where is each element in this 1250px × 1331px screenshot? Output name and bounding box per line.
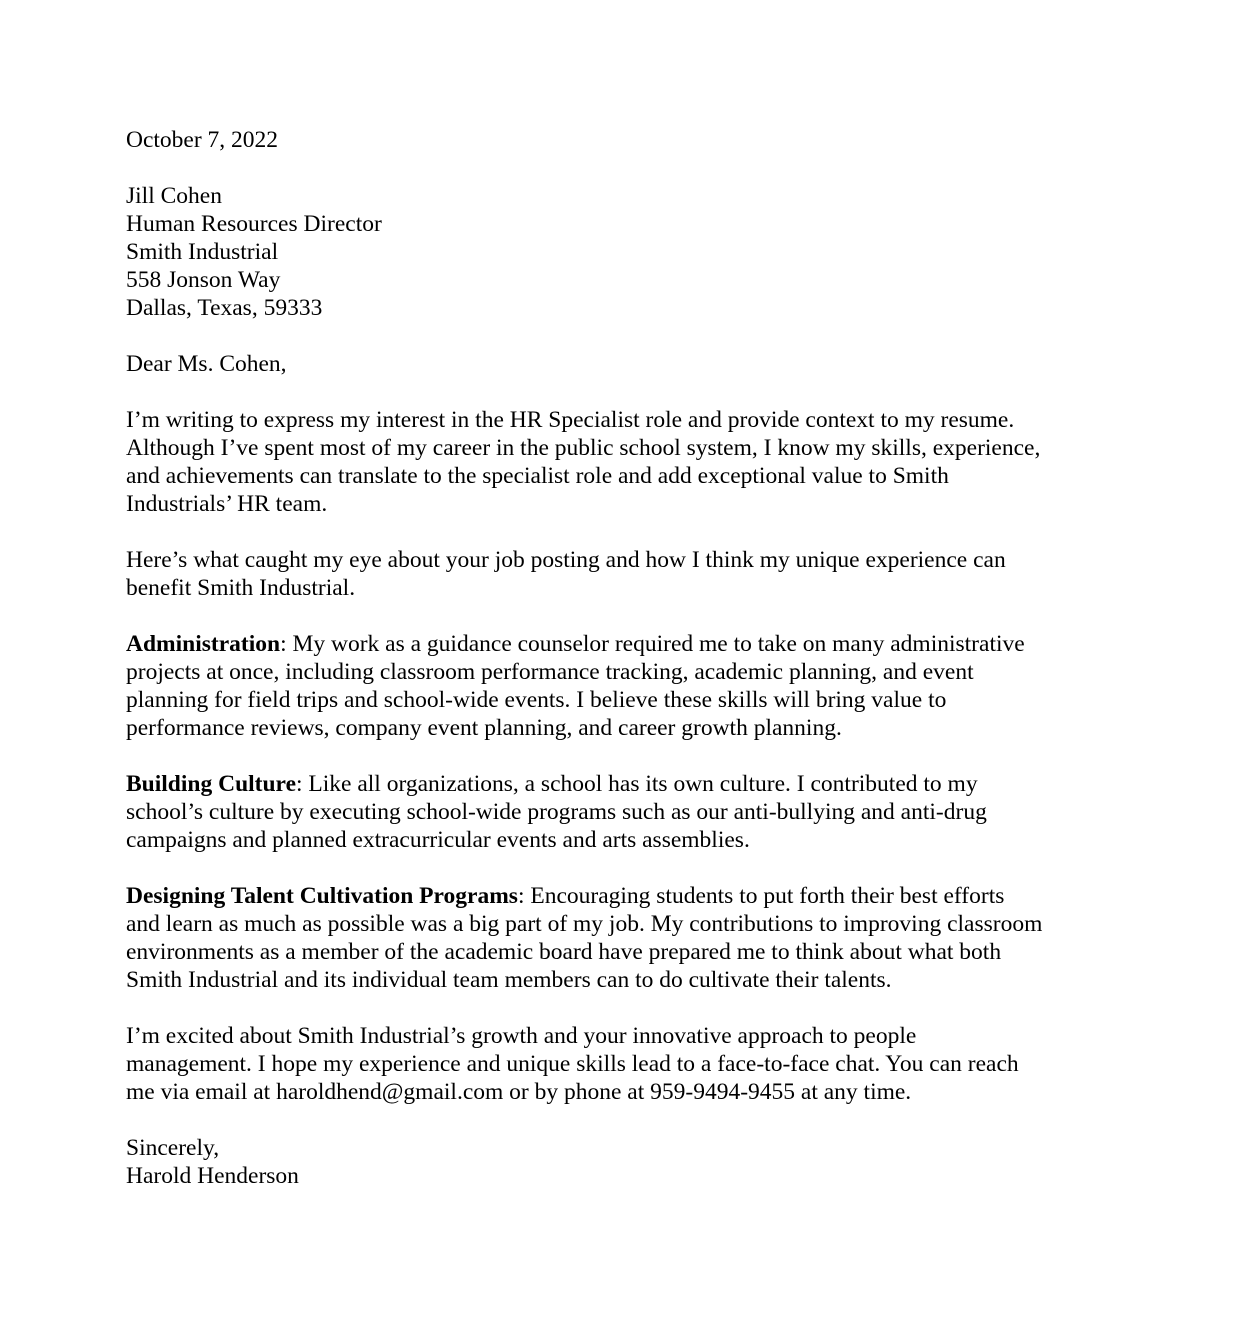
paragraph-line: planning for field trips and school-wide events. I believe these skills will bring value to: [126, 687, 947, 713]
section-heading: Administration: [126, 631, 281, 657]
paragraph-line: performance reviews, company event planning, and career growth planning.: [126, 715, 842, 741]
paragraph-line: projects at once, including classroom performance tracking, academic planning, and event: [126, 659, 974, 685]
paragraph-line: I’m writing to express my interest in the HR Specialist role and provide context to my resume.: [126, 407, 1015, 433]
section-administration: [126, 630, 1086, 742]
paragraph-line: Smith Industrial and its individual team members can to do cultivate their talents.: [126, 967, 892, 993]
paragraph-line: environments as a member of the academic board have prepared me to think about what both: [126, 939, 1002, 965]
closing-paragraph: [126, 1022, 1086, 1106]
paragraph-line: and achievements can translate to the specialist role and add exceptional value to Smith: [126, 463, 949, 489]
recipient-address: [126, 182, 1086, 322]
section-talent-programs: [126, 882, 1086, 994]
section-first-line: [126, 630, 1086, 658]
intro-paragraph: [126, 406, 1086, 518]
paragraph-line: and learn as much as possible was a big part of my job. My contributions to improving classroom: [126, 911, 1043, 937]
paragraph-line: management. I hope my experience and unique skills lead to a face-to-face chat. You can reach: [126, 1051, 1019, 1077]
letter-date-block: [126, 126, 1086, 154]
paragraph-line: school’s culture by executing school-wide programs such as our anti-bullying and anti-drug: [126, 799, 987, 825]
paragraph-line: benefit Smith Industrial.: [126, 575, 356, 601]
section-first-line: [126, 882, 1086, 910]
salutation-block: [126, 350, 1086, 378]
recipient-street: 558 Jonson Way: [126, 267, 281, 293]
signature-block: [126, 1134, 1086, 1190]
paragraph-line: I’m excited about Smith Industrial’s growth and your innovative approach to people: [126, 1023, 917, 1049]
section-building-culture: [126, 770, 1086, 854]
section-first-line-text: : Encouraging students to put forth their best efforts: [517, 883, 1005, 909]
salutation: Dear Ms. Cohen,: [126, 351, 287, 377]
recipient-city: Dallas, Texas, 59333: [126, 295, 323, 321]
paragraph-line: Although I’ve spent most of my career in the public school system, I know my skills, experience,: [126, 435, 1041, 461]
paragraph-line: me via email at haroldhend@gmail.com or by phone at 959-9494-9455 at any time.: [126, 1079, 912, 1105]
recipient-company: Smith Industrial: [126, 239, 279, 265]
cover-letter: [126, 126, 1086, 1218]
section-heading: Designing Talent Cultivation Programs: [126, 883, 518, 909]
signoff: Sincerely,: [126, 1135, 220, 1161]
section-first-line-text: : Like all organizations, a school has its own culture. I contributed to my: [296, 771, 978, 797]
letter-date: October 7, 2022: [126, 127, 279, 153]
paragraph-line: Industrials’ HR team.: [126, 491, 328, 517]
paragraph-line: campaigns and planned extracurricular events and arts assemblies.: [126, 827, 750, 853]
paragraph-line: Here’s what caught my eye about your job posting and how I think my unique experience can: [126, 547, 1006, 573]
section-first-line: [126, 770, 1086, 798]
signature-name: Harold Henderson: [126, 1163, 299, 1189]
section-first-line-text: : My work as a guidance counselor required me to take on many administrative: [280, 631, 1025, 657]
recipient-title: Human Resources Director: [126, 211, 382, 237]
section-heading: Building Culture: [126, 771, 296, 797]
transition-paragraph: [126, 546, 1086, 602]
recipient-name: Jill Cohen: [126, 183, 222, 209]
